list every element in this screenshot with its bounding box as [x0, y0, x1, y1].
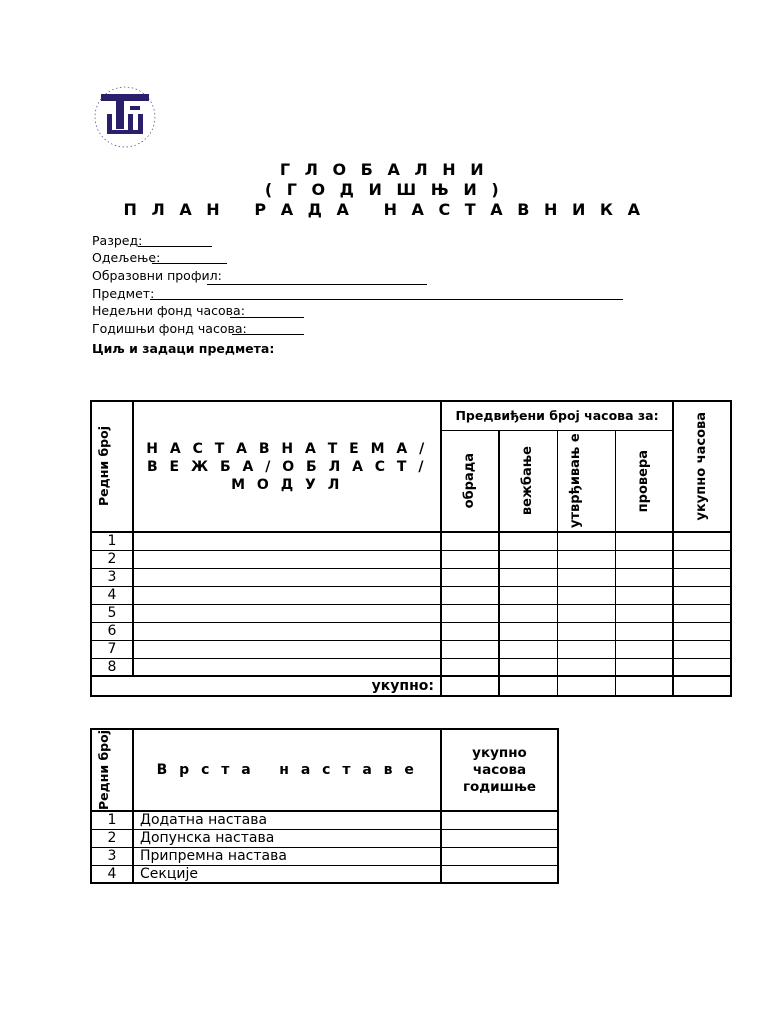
types-table [90, 728, 559, 884]
row-number: 1 [91, 811, 133, 829]
row-number: 7 [91, 640, 133, 658]
row-ukupno-cell[interactable] [673, 532, 731, 550]
field-nedeljni-line[interactable] [230, 317, 304, 318]
table-row [91, 640, 731, 658]
total-obrada[interactable] [441, 676, 499, 696]
row-topic-cell[interactable] [133, 622, 441, 640]
col-provera: провера [615, 430, 673, 532]
row-number: 4 [91, 865, 133, 883]
row-vezbanje-cell[interactable] [499, 640, 557, 658]
row-topic-cell[interactable] [133, 586, 441, 604]
row-provera-cell[interactable] [615, 568, 673, 586]
list-item [91, 847, 558, 865]
title-line-1: Г Л О Б А Л Н И [279, 160, 489, 179]
list-item [91, 829, 558, 847]
row-obrada-cell[interactable] [441, 658, 499, 676]
row-hours-cell[interactable] [441, 811, 558, 829]
row-topic-cell[interactable] [133, 640, 441, 658]
field-odeljenje: Одељење: [92, 250, 161, 265]
row-obrada-cell[interactable] [441, 568, 499, 586]
field-odeljenje-line[interactable] [152, 263, 227, 264]
t2-col-redni-broj: Редни број [91, 729, 133, 811]
row-ukupno-cell[interactable] [673, 658, 731, 676]
row-provera-cell[interactable] [615, 586, 673, 604]
group-header-casovi: Предвиђени број часова за: [441, 401, 673, 430]
row-topic-cell[interactable] [133, 568, 441, 586]
row-topic-cell[interactable] [133, 532, 441, 550]
field-predmet: Предмет: [92, 286, 155, 301]
row-number: 5 [91, 604, 133, 622]
row-hours-cell[interactable] [441, 865, 558, 883]
total-vezbanje[interactable] [499, 676, 557, 696]
row-vezbanje-cell[interactable] [499, 550, 557, 568]
row-utvrdjivanje-cell[interactable] [557, 550, 615, 568]
col-tema: Н А С Т А В Н А Т Е М А / В Е Ж Б А / О Б Л А С Т / М О Д У Л [133, 401, 441, 532]
row-provera-cell[interactable] [615, 622, 673, 640]
row-utvrdjivanje-cell[interactable] [557, 658, 615, 676]
total-provera[interactable] [615, 676, 673, 696]
row-obrada-cell[interactable] [441, 640, 499, 658]
field-godisnji-line[interactable] [232, 334, 304, 335]
row-number: 3 [91, 847, 133, 865]
row-utvrdjivanje-cell[interactable] [557, 622, 615, 640]
total-utvrdjivanje[interactable] [557, 676, 615, 696]
title-line-2: ( Г О Д И Ш Њ И ) [264, 180, 504, 199]
row-type: Припремна настава [133, 847, 441, 865]
row-provera-cell[interactable] [615, 640, 673, 658]
row-type: Допунска настава [133, 829, 441, 847]
row-topic-cell[interactable] [133, 550, 441, 568]
row-utvrdjivanje-cell[interactable] [557, 568, 615, 586]
list-item [91, 811, 558, 829]
field-profil: Образовни профил: [92, 268, 222, 283]
table-row [91, 568, 731, 586]
field-profil-line[interactable] [207, 284, 427, 285]
plan-table [90, 400, 732, 697]
t2-col-vrsta: В р с т а н а с т а в е [133, 729, 441, 811]
row-utvrdjivanje-cell[interactable] [557, 586, 615, 604]
row-number: 1 [91, 532, 133, 550]
row-number: 2 [91, 550, 133, 568]
row-hours-cell[interactable] [441, 829, 558, 847]
table-row [91, 550, 731, 568]
row-number: 4 [91, 586, 133, 604]
row-hours-cell[interactable] [441, 847, 558, 865]
row-obrada-cell[interactable] [441, 604, 499, 622]
row-topic-cell[interactable] [133, 604, 441, 622]
row-provera-cell[interactable] [615, 532, 673, 550]
row-topic-cell[interactable] [133, 658, 441, 676]
field-godisnji-fond: Годишњи фонд часова: [92, 321, 247, 336]
field-predmet-line[interactable] [150, 299, 623, 300]
table-row [91, 622, 731, 640]
title-line-3: П Л А Н Р А Д А Н А С Т А В Н И К А [123, 200, 645, 219]
table-row [91, 586, 731, 604]
row-vezbanje-cell[interactable] [499, 604, 557, 622]
row-obrada-cell[interactable] [441, 622, 499, 640]
school-logo [88, 84, 162, 150]
row-provera-cell[interactable] [615, 658, 673, 676]
row-ukupno-cell[interactable] [673, 568, 731, 586]
row-type: Додатна настава [133, 811, 441, 829]
field-razred: Разред: [92, 233, 143, 248]
row-vezbanje-cell[interactable] [499, 532, 557, 550]
t2-col-ukupno: укупно часова годишње [441, 729, 558, 811]
row-obrada-cell[interactable] [441, 532, 499, 550]
row-number: 8 [91, 658, 133, 676]
table-row [91, 658, 731, 676]
row-ukupno-cell[interactable] [673, 586, 731, 604]
col-redni-broj: Редни број [91, 401, 133, 532]
row-type: Секције [133, 865, 441, 883]
row-number: 3 [91, 568, 133, 586]
row-utvrdjivanje-cell[interactable] [557, 604, 615, 622]
row-provera-cell[interactable] [615, 550, 673, 568]
row-provera-cell[interactable] [615, 604, 673, 622]
row-utvrdjivanje-cell[interactable] [557, 640, 615, 658]
row-ukupno-cell[interactable] [673, 550, 731, 568]
row-vezbanje-cell[interactable] [499, 658, 557, 676]
col-vezbanje: вежбање [499, 430, 557, 532]
table-row [91, 532, 731, 550]
row-vezbanje-cell[interactable] [499, 568, 557, 586]
list-item [91, 865, 558, 883]
row-obrada-cell[interactable] [441, 586, 499, 604]
total-ukupno[interactable] [673, 676, 731, 696]
row-number: 2 [91, 829, 133, 847]
row-ukupno-cell[interactable] [673, 622, 731, 640]
col-utvrdjivanje: утврђивањ е [557, 430, 615, 532]
total-label: укупно: [91, 676, 441, 696]
goal-label: Циљ и задаци предмета: [92, 341, 275, 356]
field-nedeljni-fond: Недељни фонд часова: [92, 303, 245, 318]
row-ukupno-cell[interactable] [673, 604, 731, 622]
row-obrada-cell[interactable] [441, 550, 499, 568]
table-row [91, 604, 731, 622]
col-ukupno-casova: укупно часова [673, 401, 731, 532]
field-razred-line[interactable] [138, 246, 212, 247]
row-number: 6 [91, 622, 133, 640]
col-obrada: обрада [441, 430, 499, 532]
row-vezbanje-cell[interactable] [499, 622, 557, 640]
row-ukupno-cell[interactable] [673, 640, 731, 658]
row-vezbanje-cell[interactable] [499, 586, 557, 604]
row-utvrdjivanje-cell[interactable] [557, 532, 615, 550]
